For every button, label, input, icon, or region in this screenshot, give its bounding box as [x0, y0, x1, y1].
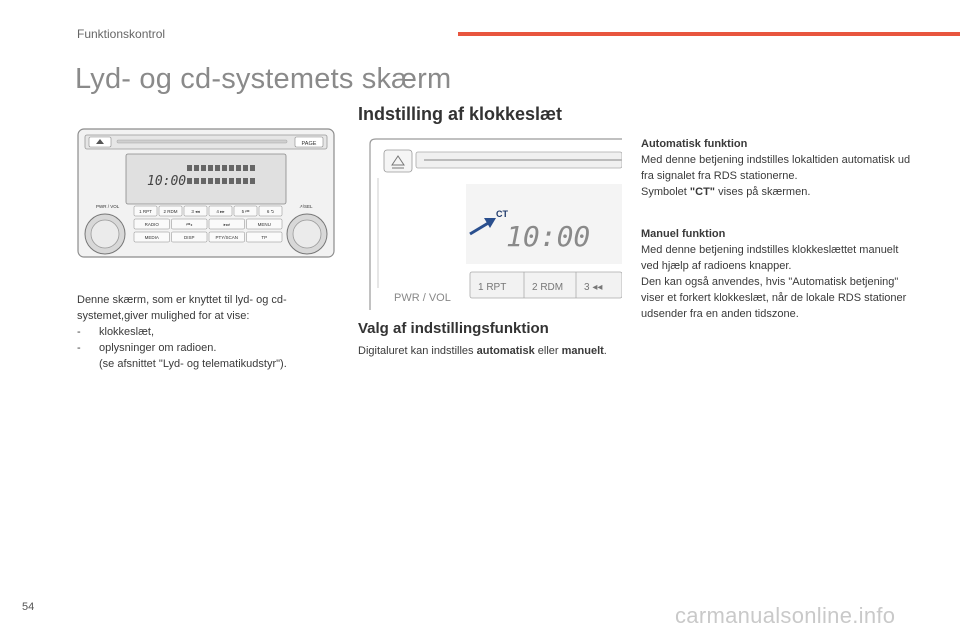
radio-panel-illustration	[77, 128, 335, 258]
closeup-button-2: 2 RDM	[532, 282, 564, 293]
radio-button-label: 1 RPT	[139, 209, 152, 214]
closeup-pwr-label: PWR / VOL	[394, 292, 451, 304]
header-accent-bar	[458, 32, 960, 36]
automatic-function-text: Med denne betjening indstilles lokaltiden automatisk ud fra signalet fra RDS stationerne.	[641, 154, 911, 182]
heading-function-selection: Valg af indstillingsfunktion	[358, 320, 549, 337]
radio-button-label: ▸⏭	[223, 222, 230, 227]
closeup-button-1: 1 RPT	[478, 282, 507, 293]
manual-function-block	[641, 226, 911, 322]
radio-button-label: 2 RDM	[163, 209, 178, 214]
radio-button-label: ⏮◂	[186, 222, 193, 227]
intro-note: (se afsnittet "Lyd- og telematikudstyr").	[99, 358, 287, 370]
ct-symbol-text: "CT"	[689, 186, 716, 198]
list-item: - klokkeslæt,	[77, 326, 155, 338]
ct-symbol: CT	[496, 209, 508, 219]
page-title: Lyd- og cd-systemets skærm	[75, 63, 452, 95]
list-item: - oplysninger om radioen.	[77, 342, 217, 354]
page-number: 54	[22, 601, 35, 613]
function-selection-text: Digitaluret kan indstilles automatisk eller manuelt.	[358, 345, 607, 357]
radio-button-label: 5 ⏮	[241, 209, 250, 214]
display-closeup-illustration	[366, 138, 622, 310]
closeup-display-time: 10:00	[506, 220, 591, 253]
radio-button-label: 3 ◂◂	[191, 209, 200, 214]
pwr-vol-label: PWR / VOL	[96, 204, 120, 209]
radio-button-label: PTY/SCAN	[215, 235, 239, 240]
radio-button-label: RADIO	[144, 222, 159, 227]
radio-button-label: DISP	[183, 235, 195, 240]
closeup-button-3: 3 ◂◂	[584, 282, 603, 293]
manual-function-note: Den kan også anvendes, hvis "Automatisk betjening" viser et forkert klokkeslæt, når de lokale RDS stationer udsender fra en anden tidszone.	[641, 276, 907, 320]
manual-function-text: Med denne betjening indstilles klokkeslættet manuelt ved hjælp af radioens knapper.	[641, 244, 899, 272]
radio-button-label: 6 ⮌	[266, 209, 275, 214]
manual-function-title: Manuel funktion	[641, 228, 726, 240]
sel-label: ↗/SEL	[299, 204, 313, 209]
radio-button-label: 4 ▸▸	[216, 209, 225, 214]
automatic-function-title: Automatisk funktion	[641, 138, 748, 150]
intro-paragraph	[77, 292, 337, 372]
watermark: carmanualsonline.info	[675, 603, 896, 628]
page-button-label: PAGE	[301, 141, 317, 147]
radio-button-label: MEDIA	[144, 235, 159, 240]
intro-text: Denne skærm, som er knyttet til lyd- og cd-systemet,giver mulighed for at vise:	[77, 294, 287, 322]
radio-display-time: 10:00	[147, 174, 187, 189]
heading-clock-setting: Indstilling af klokkeslæt	[358, 104, 563, 124]
radio-button-label: MENU	[257, 222, 271, 227]
section-label: Funktionskontrol	[77, 27, 166, 41]
radio-button-label: TP	[261, 235, 268, 240]
automatic-function-block: Automatisk funktion Med denne betjening indstilles lokaltiden automatisk ud fra signalet fra RDS stationerne. Symbolet "CT" vises på skærmen.	[641, 138, 911, 198]
